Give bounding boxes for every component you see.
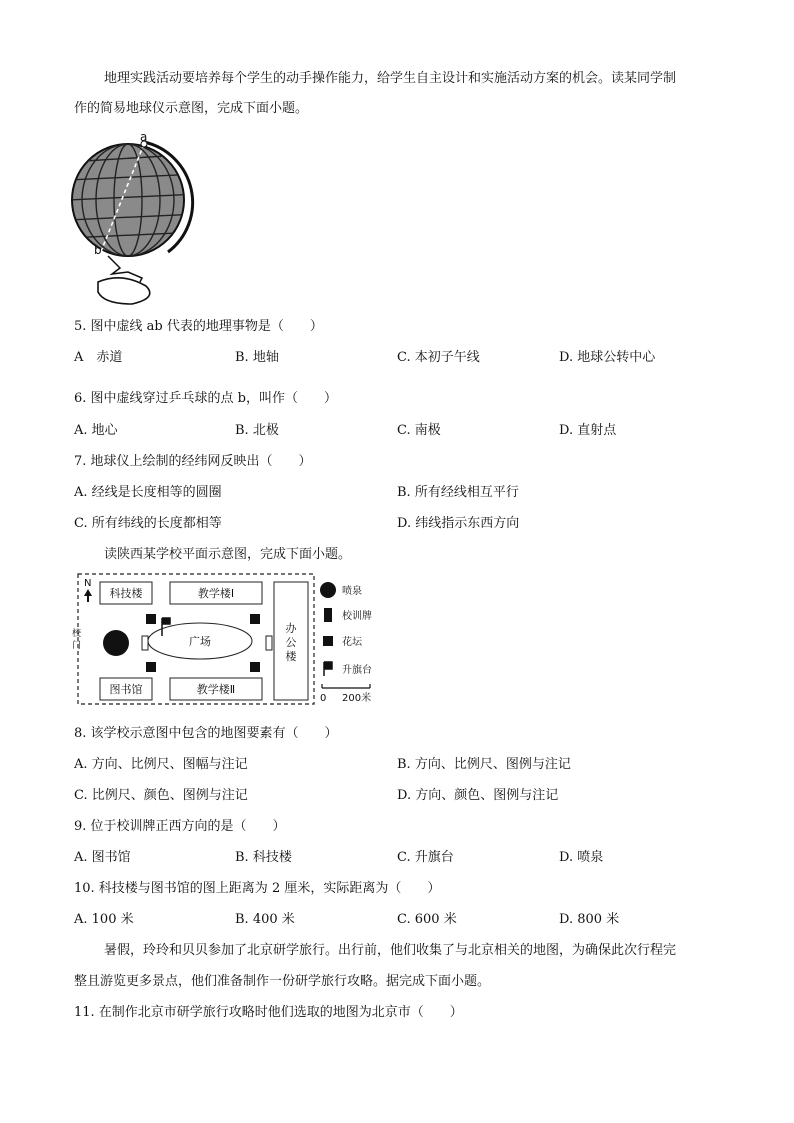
question-8-option-a[interactable]: A. 方向、比例尺、图幅与注记 xyxy=(74,757,248,772)
north-label: N xyxy=(84,578,92,589)
globe-label-a: a xyxy=(140,132,148,144)
flowerbed-icon xyxy=(146,662,156,672)
building-bangong-label-1: 办 xyxy=(285,622,297,635)
globe-figure xyxy=(68,132,198,307)
question-10-stem: 10. 科技楼与图书馆的图上距离为 2 厘米，实际距离为（ ） xyxy=(74,881,441,896)
question-6-option-a[interactable]: A. 地心 xyxy=(74,423,118,438)
question-6-stem: 6. 图中虚线穿过乒乓球的点 b，叫作（ ） xyxy=(74,391,337,406)
question-5-stem: 5. 图中虚线 ab 代表的地理事物是（ ） xyxy=(74,319,323,334)
legend-flowerbed-icon xyxy=(323,636,333,646)
intro-text-line2: 作的简易地球仪示意图，完成下面小题。 xyxy=(74,101,309,116)
building-jiaoxue1-label: 教学楼Ⅰ xyxy=(197,587,235,600)
question-8-option-d[interactable]: D. 方向、颜色、图例与注记 xyxy=(397,788,559,803)
question-11-stem: 11. 在制作北京市研学旅行攻略时他们选取的地图为北京市（ ） xyxy=(74,1005,463,1020)
legend-flagpole-icon xyxy=(324,662,332,676)
north-arrow-icon xyxy=(84,589,92,602)
legend-motto-label: 校训牌 xyxy=(342,611,372,622)
question-9-option-c[interactable]: C. 升旗台 xyxy=(397,850,454,865)
building-keji-label: 科技楼 xyxy=(109,587,143,600)
question-5-option-c[interactable]: C. 本初子午线 xyxy=(397,350,480,365)
flowerbed-icon xyxy=(146,614,156,624)
scale-zero: 0 xyxy=(320,693,327,704)
legend-fountain-label: 喷泉 xyxy=(342,586,362,597)
flowerbed-icon xyxy=(250,614,260,624)
intro-text-school: 读陕西某学校平面示意图，完成下面小题。 xyxy=(104,547,352,562)
question-8-stem: 8. 该学校示意图中包含的地图要素有（ ） xyxy=(74,726,338,741)
question-7-option-b[interactable]: B. 所有经线相互平行 xyxy=(397,485,519,500)
question-7-option-a[interactable]: A. 经线是长度相等的圆圈 xyxy=(74,485,222,500)
question-6-option-c[interactable]: C. 南极 xyxy=(397,423,441,438)
legend-fountain-icon xyxy=(320,582,336,598)
globe-label-b: b xyxy=(94,243,102,257)
question-9-option-b[interactable]: B. 科技楼 xyxy=(235,850,292,865)
question-5-option-b[interactable]: B. 地轴 xyxy=(235,350,279,365)
gate-label-2: 门 xyxy=(72,641,82,651)
question-10-option-c[interactable]: C. 600 米 xyxy=(397,912,457,927)
question-10-option-d[interactable]: D. 800 米 xyxy=(559,912,620,927)
question-5-option-a[interactable]: A 赤道 xyxy=(74,350,123,365)
question-8-option-b[interactable]: B. 方向、比例尺、图例与注记 xyxy=(397,757,571,772)
question-6-option-b[interactable]: B. 北极 xyxy=(235,423,279,438)
intro-text-beijing-line1: 暑假，玲玲和贝贝参加了北京研学旅行。出行前，他们收集了与北京相关的地图，为确保此次行程完 xyxy=(104,943,677,958)
question-10-option-a[interactable]: A. 100 米 xyxy=(74,912,134,927)
building-tushu-label: 图书馆 xyxy=(109,683,143,696)
question-5-option-d[interactable]: D. 地球公转中心 xyxy=(559,350,656,365)
question-9-option-a[interactable]: A. 图书馆 xyxy=(74,850,131,865)
scale-value: 200米 xyxy=(342,693,372,704)
legend-flowerbed-label: 花坛 xyxy=(342,637,362,648)
building-bangong-label-2: 公 xyxy=(285,636,297,649)
flowerbed-icon xyxy=(250,662,260,672)
question-9-stem: 9. 位于校训牌正西方向的是（ ） xyxy=(74,819,286,834)
question-7-option-c[interactable]: C. 所有纬线的长度都相等 xyxy=(74,516,222,531)
school-map xyxy=(70,570,390,710)
question-9-option-d[interactable]: D. 喷泉 xyxy=(559,850,604,865)
intro-text-beijing-line2: 整且游览更多景点，他们准备制作一份研学旅行攻略。据完成下面小题。 xyxy=(74,974,491,989)
building-jiaoxue2-label: 教学楼Ⅱ xyxy=(196,683,236,696)
legend-flagpole-label: 升旗台 xyxy=(342,665,372,676)
question-7-stem: 7. 地球仪上绘制的经纬网反映出（ ） xyxy=(74,454,312,469)
legend-motto-icon xyxy=(324,608,332,622)
question-10-option-b[interactable]: B. 400 米 xyxy=(235,912,295,927)
intro-text-line1: 地理实践活动要培养每个学生的动手操作能力，给学生自主设计和实施活动方案的机会。读某同学制 xyxy=(104,71,677,86)
question-6-option-d[interactable]: D. 直射点 xyxy=(559,423,617,438)
fountain-icon xyxy=(103,630,129,656)
question-7-option-d[interactable]: D. 纬线指示东西方向 xyxy=(397,516,520,531)
motto-board-icon xyxy=(142,636,148,650)
motto-board-icon xyxy=(266,636,272,650)
gate-label-1: 校 xyxy=(72,629,82,639)
building-bangong-label-3: 楼 xyxy=(285,650,297,663)
question-8-option-c[interactable]: C. 比例尺、颜色、图例与注记 xyxy=(74,788,248,803)
plaza-label: 广场 xyxy=(189,635,211,648)
